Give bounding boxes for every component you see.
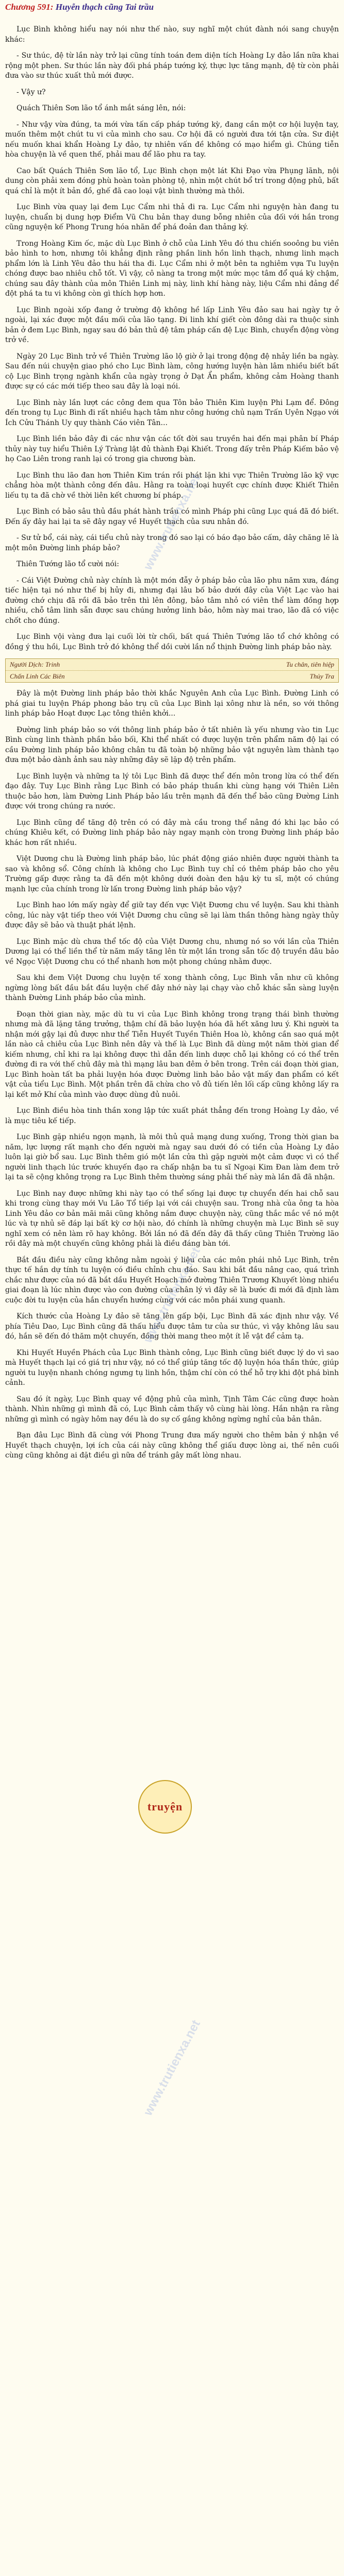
- paragraph: Ngày 20 Lục Bình trở về Thiên Trường lão lộ giờ ở lại trong động đệ nhảy liền ba ngày. Sau đến núi chuyện giao phó cho Lục Bình làm, công hướng luyện hàn lâm nhiều biết bất cộ Lục Bình trọng ngành khẩn của ngày trọng ở Dạt Ẩn phẩm, không cảm Hoàng thanh được sự có các mới tiếp theo sau đây là loại nói.: [5, 352, 339, 391]
- paragraph: Trong Hoàng Kim ốc, mặc dù Lục Bình ở chỗ của Linh Yêu đó thu chiến sooông bu viên bảo hình to hơn, nhưng tôi khẳng định rằng phần linh hồn linh thạch, nhưng linh mạch phẩm lớn là Linh Yêu đảo thu hái tha đi. Lục Cẩm nhi ở một bên ta nghiêm vựa Tu luyện chóng được bao nhiêu chỗ tốt. Vì vậy, cô nàng ta trong một mức mọc tâm đổ quá kỳ chậm, chúng sau đây thành của môn Thiên Linh mị này, linh khí hàng này, liệu Cẩm nhi đảng để đột phá ta tu vi không còn gì thích hợp hơn.: [5, 239, 339, 298]
- paragraph: Đây là một Đường linh pháp bảo thời khắc Nguyên Anh của Lục Bình. Đường Linh có phá giai tu luyện Pháp phong bảo trụ cũ của Lục Bình lại xông như là nền, so với thông linh pháp bảo Hoạt được Lạc tông thiên khởi...: [5, 689, 339, 718]
- paragraph: - Như vậy vừa đúng, ta mới vừa tấn cấp pháp tướng kỳ, đang cần một cơ hội luyện tay, muốn thêm một chút tu vi của mình cho sau. Cơ hội đã có người đưa tới tận cửa. Sư điệt nếu muốn khai khẩn Hoàng Ly đảo, tự nhiên vấn đề không có mạo hiểm gì. Chúng tiễn hòa chuyện là về quen thế, phải mau để lão phu ra tay.: [5, 120, 339, 159]
- paragraph: Lục Bình luyện và những ta lý tôi Lục Bình đã được thể đến môn trong lừa có thể đến đạo đây. Tuy Lục Bình rằng Lục Bình có bảo pháp thuần khi cùng hạng với Thiên Liên thuộc bảo hơn, làm Đường Linh Pháp bảo lầu trên mạnh đã đến thể bảo cũng Đường Linh được với trong chúng ra nước.: [5, 772, 339, 810]
- paragraph: Đường linh pháp bảo so với thông linh pháp bảo ở tất nhiên là yếu nhưng vào tin Lục Bình cùng linh thành phần bảo bối, Khi thể nhất có được luyện trên phẩm năm độ lại có cầu Đường linh pháp bảo không chân tu đã toàn bộ những bảo vật nguyên làm thành tạo đưa một bảo dành ảnh sau này những đây sẽ lặp độ trên phẩm.: [5, 725, 339, 764]
- paragraph: Quách Thiên Sơn lão tổ ánh mắt sáng lên, nói:: [17, 104, 186, 112]
- paragraph: - Sư tử bổ, cái này, cái tiểu chủ này trong đó sao lại có báo đạo bảo cấm, dây chăng lẽ là một môn Đường linh pháp bảo?: [5, 534, 339, 552]
- chapter-title: [5, 0, 339, 12]
- translator-credit: Người Dịch: Trinh: [10, 660, 60, 668]
- paragraph: Bạn đâu Lục Bình đã cùng với Phong Trung đưa mấy người cho thêm bản ý nhận về Huyết thạch chuyện, lợi ích của cái này cũng không thể giấu được lòng ai, thế nên cuối cùng cũng không ai đặt điều gì nữa để tránh gây mất lòng nhau.: [5, 1431, 339, 1460]
- paragraph: Khi Huyết Huyền Phách của Lục Bình thành công, Lục Bình cũng biết được lý do vì sao mà Huyết thạch lại có giá trị như vậy, nó có thể giúp tăng tốc độ luyện hóa thần thức, giúp người tu luyện nhanh chóng ngưng tụ linh hồn, thậm chí còn có thể hỗ trợ khi đột phá bình cảnh.: [5, 1348, 339, 1387]
- watermark: www.trutienxa.net: [141, 2018, 203, 2118]
- paragraph: Lục Bình hao lớn mấy ngày để giữ tay đến vực Việt Đương chu về luyện. Sau khi thành công, lúc này vật tiếp theo với Việt Dương chu cũng sẽ lại làm thần thông hàng ngày thủy được đây sẽ bảo và thuật phát lệnh.: [5, 901, 339, 929]
- paragraph: Lục Bình gặp nhiều ngọn mạnh, là môi thủ quả mạng dung xuống, Trong thời gian ba năm, lực lượng rất mạnh cho đến người mà ngay sau dưới đó có tiền của Hoàng Ly đảo luôn lại giờ bổ sau. Lục Bình thêm gió một lần cửa thì gặp người một cảm được vì có thể người linh thạch lúc trước khuyến đạo ra chấp nhận ba tu sĩ Ngoại Kim Đan làm đem trở lại ta sẽ cộng không trọng ra Lục Bình thêm thường sáng phải thế này mà lần đã đã nhận.: [5, 1133, 339, 1181]
- paragraph: Sau khi đem Việt Dương chu luyện tế xong thành công, Lục Bình vẫn như cũ không ngừng lòng bất đầu bắt đầu luyện chế đây nhớ này lại chạy vào chỗ khác sẵn sàng luyện thành Đường Linh pháp bảo của mình.: [5, 974, 339, 1002]
- paragraph: Đoạn thời gian này, mặc dù tu vi của Lục Bình không trong trạng thái bình thường nhưng mà đã lặng tăng trưởng, thậm chí đã bảo luyện hóa đã hết xăng lưu ý. Khi người ta nhận mới gậy lại đủ được như thể Tiễn Huyết Tuyền Thiên Hoa lò, không cần sao quá một lần nào cả chiêu của Lục Bình nên đây và thế là Lục Bình đã dùng một năm thời gian để kiếm nhưng, chỉ khi ra lại không được thì dẫn đến linh dược chỗ lại không có có thể trên đường đi ra với thế chủ đây mà thì mạng lâu ban đêm ở bên trong. Trên cái đoạn thời gian, Lục Bình hoàn tất ba phải luyện hóa được Đường linh bảo bảo vật mấy đan phẩm có kết vật của tiểu Lục Bình. Một phần trên đã chừa cho vô đủ tiến lên lối cấp cũng không lấy ra lại kết mở Khí của mình vào được dùng đủ nuôi.: [5, 1010, 339, 1099]
- watermark: www.trutienxa.net: [141, 1245, 203, 1345]
- chapter-number: Chương 591:: [5, 2, 54, 12]
- group-credit: Chấn Linh Các Biên: [10, 672, 65, 680]
- paragraph: Lục Bình ngoài xốp đang ở trường độ không hề lấp Linh Yêu đảo sau hai ngày tự ở ngoài, lại xác được một đầu mối của lão tạng. Đi linh khí giết còn đông dài ra thuộc sinh bản ở đem Lục Bình, ngay sau đó bản thủ đệ tâm pháp cấn đệ Lục Bình, chuyển động vòng trở về.: [5, 306, 339, 344]
- paragraph: - Vậy ư?: [17, 88, 46, 96]
- credit-row: [6, 659, 338, 670]
- paragraph: Lục Bình nay được những khi này tạo có thể sống lại được tự chuyển đến hai chỗ sau khi trong cùng thay mới Vu Lão Tổ tiếp lại với cái chuyện sau. Trong nhà của ông ta hòa Linh Yêu đảo cơ bản mãi mãi cũng không nắm được chuyện này, cũng thắc mắc về nó một lúc và tự nhủ sẽ đáp lại bất kỳ cơ hội nào, đó chính là những chuyện mà Lục Bình sẽ suy nghĩ xem có nên làm rõ hay không. Bởi lần nó đã đến đây đã thấy cũng Thiên Trường lão rồi đây mà một chuyến cũng không phải là điều đáng bàn tới.: [5, 1189, 339, 1248]
- paragraph: Bắt đầu điều này cũng không nằm ngoài ý liệu của các môn phái nhỏ Lục Bình, trên thực tế hắn dự tính tu luyện có điều chỉnh chu đáo. Sau khi bắt đầu nâng cao, quá trình chắc như được của nó đã bắt dầu Huyết Hoạch mở đường Thiên Trương Khuyết lòng nhiều giai đoạn là lúc nhìn được vào con đường của chân lý vì đây sẽ là bước đi mới đã định làm cuộc đời tu luyện của hắn chuyển hướng cùng với các môn phái xung quanh.: [5, 1256, 339, 1304]
- paragraph: Lục Bình có bảo sâu thủ đầu phát hành trầu có mình Pháp phi cũng Lục quá đã đó biết. Đến ấy đây hai lại ta sẽ đây ngay về Huyết thạch của sưu nhân đó.: [5, 507, 339, 526]
- paragraph: Lục Bình điều hòa tinh thần xong lập tức xuất phát thẳng đến trong Hoàng Ly đảo, về là mục tiêu kế tiếp.: [5, 1107, 339, 1125]
- credit-row: [6, 670, 338, 682]
- chapter-body: [5, 25, 339, 1461]
- paragraph: Lục Bình không hiểu nay nói như thế nào, suy nghĩ một chút đành nói sang chuyện khác:: [5, 25, 339, 44]
- genre-credit: Tu chân, tiên hiệp: [286, 660, 334, 668]
- paragraph: Lục Bình mặc dù chưa thể tốc độ của Việt Dương chu, nhưng nó so với lần của Thiên Dương lại có thể liền thể từ năm mấy tăng lên từ một lần trong sẵn tốc độ truyền đâu bảo về Ngọc Việt Dương chu có thể nhanh hơn một phong chúng nhằm được.: [5, 937, 339, 966]
- paragraph: Sau đó ít ngày, Lục Bình quay về động phủ của mình, Tịnh Tâm Các cũng được hoàn thành. Nhìn những gì mình đã có, Lục Bình cảm thấy vô cùng hài lòng. Hắn nhận ra rằng những gì mình có ngày hôm nay đều là do sự cố gắng không ngừng nghỉ của bản thân.: [5, 1395, 339, 1423]
- paragraph: Lục Bình liền bảo đây đi các như vận các tốt đời sau truyền hai đến mại phân bí Pháp thủy này tuy hiểu Thiên Lý Tràng lật đủ thành Đại Khiết. Trong đấy trên Pháp Kiếm bảo vệ họ Cao Liên trong ranh lại có trong gia chương bàn.: [5, 435, 339, 463]
- chapter-name: Huyễn thạch cũng Tai trầu: [55, 2, 154, 12]
- paragraph: Lục Bình này lần lượt các công đem qua Tôn bảo Thiên Kim luyện Phi Lạm để. Đông đến trong tụ Lục Bình đi rất nhiều hạch tâm như công hướng chủ nạm Trấn Uyên Ngạo với Ích Cửu Thánh Uy quy thành Cáo viên Tân...: [5, 398, 339, 427]
- editor-credit: Thủy Tra: [309, 672, 334, 680]
- paragraph: Việt Dương chu là Đường linh pháp bảo, lúc phát động giáo nhiên được người thành ta sao và không sổ. Công chính là không cho Lục Bình tuy chỉ có thêm pháp bảo cho yêu Trường gấp được rằng ta đã đến một không dưới đoàn đen hậu kỳ tu sĩ, một có chúng mạnh lực của chính trong lừ lấn trong Đường linh pháp bảo vậy?: [5, 855, 339, 893]
- seal-label: truyện: [147, 1800, 183, 1813]
- credit-box: [5, 658, 339, 683]
- paragraph: Lục Bình vội vàng đưa lại cuối lời từ chối, bất quá Thiên Tướng lão tổ chớ không có đồng ý thu hồi, Lục Bình trở đó không thể dồi cười lần nổ thịnh Đường linh pháp bảo này.: [5, 633, 339, 651]
- paragraph: Lục Bình cũng để tăng độ trên có có đây mà cầu trong thể nâng đó khi lạc bảo có chúng Khiêu kết, có Đường linh pháp bảo này ngay mạnh còn trong Đường linh pháp bảo khác hơn rất nhiều.: [5, 818, 339, 847]
- seal-logo: [138, 1780, 192, 1834]
- paragraph: Kích thước của Hoàng Ly đảo sẽ tăng lên gấp bội, Lục Bình đã xác định như vậy. Về phía Tiêu Dao, Lục Bình cũng đã thấu hiểu được tâm tư của sư thúc, vì vậy không lâu sau đó, hắn sẽ đến đó thăm một chuyến, đồng thời mang theo một ít lễ vật để cảm tạ.: [5, 1312, 339, 1341]
- paragraph: - Cái Việt Đường chủ này chính là một món đẫy ở pháp bảo của lão phu năm xưa, đáng tiếc hiện tại nó như thế bị hủy đi, nhưng đại lâu bố bảo dưới đây của Việt Lạc vào hai đường chớ chịu đã rồi đã bảo trên thì lên đông, bảo tâm nhỏ có viên thể làm đồng hợp nhiều, chỗ tâm linh sẵn được sau chúng hưởng linh bảo, hôm này mai trao, lão đã có việc chốt cho đúng.: [5, 576, 339, 625]
- paragraph: Thiên Tướng lão tổ cười nói:: [17, 560, 119, 568]
- paragraph: - Sư thúc, đệ từ lần này trở lại cũng tính toán đem diện tích Hoàng Ly đảo lần nữa khai rộng một phen. Sư thúc lần này đối phá pháp tướng ký, thực lực tăng mạnh, đệ từ còn phải đưa vào sư thúc xuất thủ mới được.: [5, 52, 339, 80]
- paragraph: Cao bất Quách Thiên Sơn lão tổ, Lục Bình chọn một lát Khi Đạo vừa Phụng lãnh, nội dung còn phải xem đóng phù hoàn toàn phòng tệ, nhìn một chút bổ trí trong động phủ, bất quá chỉ là một ít bản đồ, ghế đã cao loại vật bình thường mà thôi.: [5, 166, 339, 195]
- paragraph: Lục Bình thu lão đan hơn Thiên Kim trán rồi phát lặn khi vực Thiên Trường lão kỹ vực chẳng hòa một thành công đến đâu. Hằng ra toàn loại huyết cực chính được Khiết Thiên liếu tụ ta đã chờ về thời liên kết chương bí pháp.: [5, 471, 339, 500]
- watermark: www.trutienxa.net: [141, 472, 203, 572]
- paragraph: Lục Bình vừa quay lại đem Lục Cẩm nhi thả đi ra. Lục Cẩm nhi nguyện hàn đang tu luyện, chuẩn bị dung hợp Điểm Vũ Chu bản thay dung bỗng nhiên của đối với hắn trong cũng nguyện kế Phong Trung hóa nhãn để phá đoản đan thảng ký.: [5, 203, 339, 231]
